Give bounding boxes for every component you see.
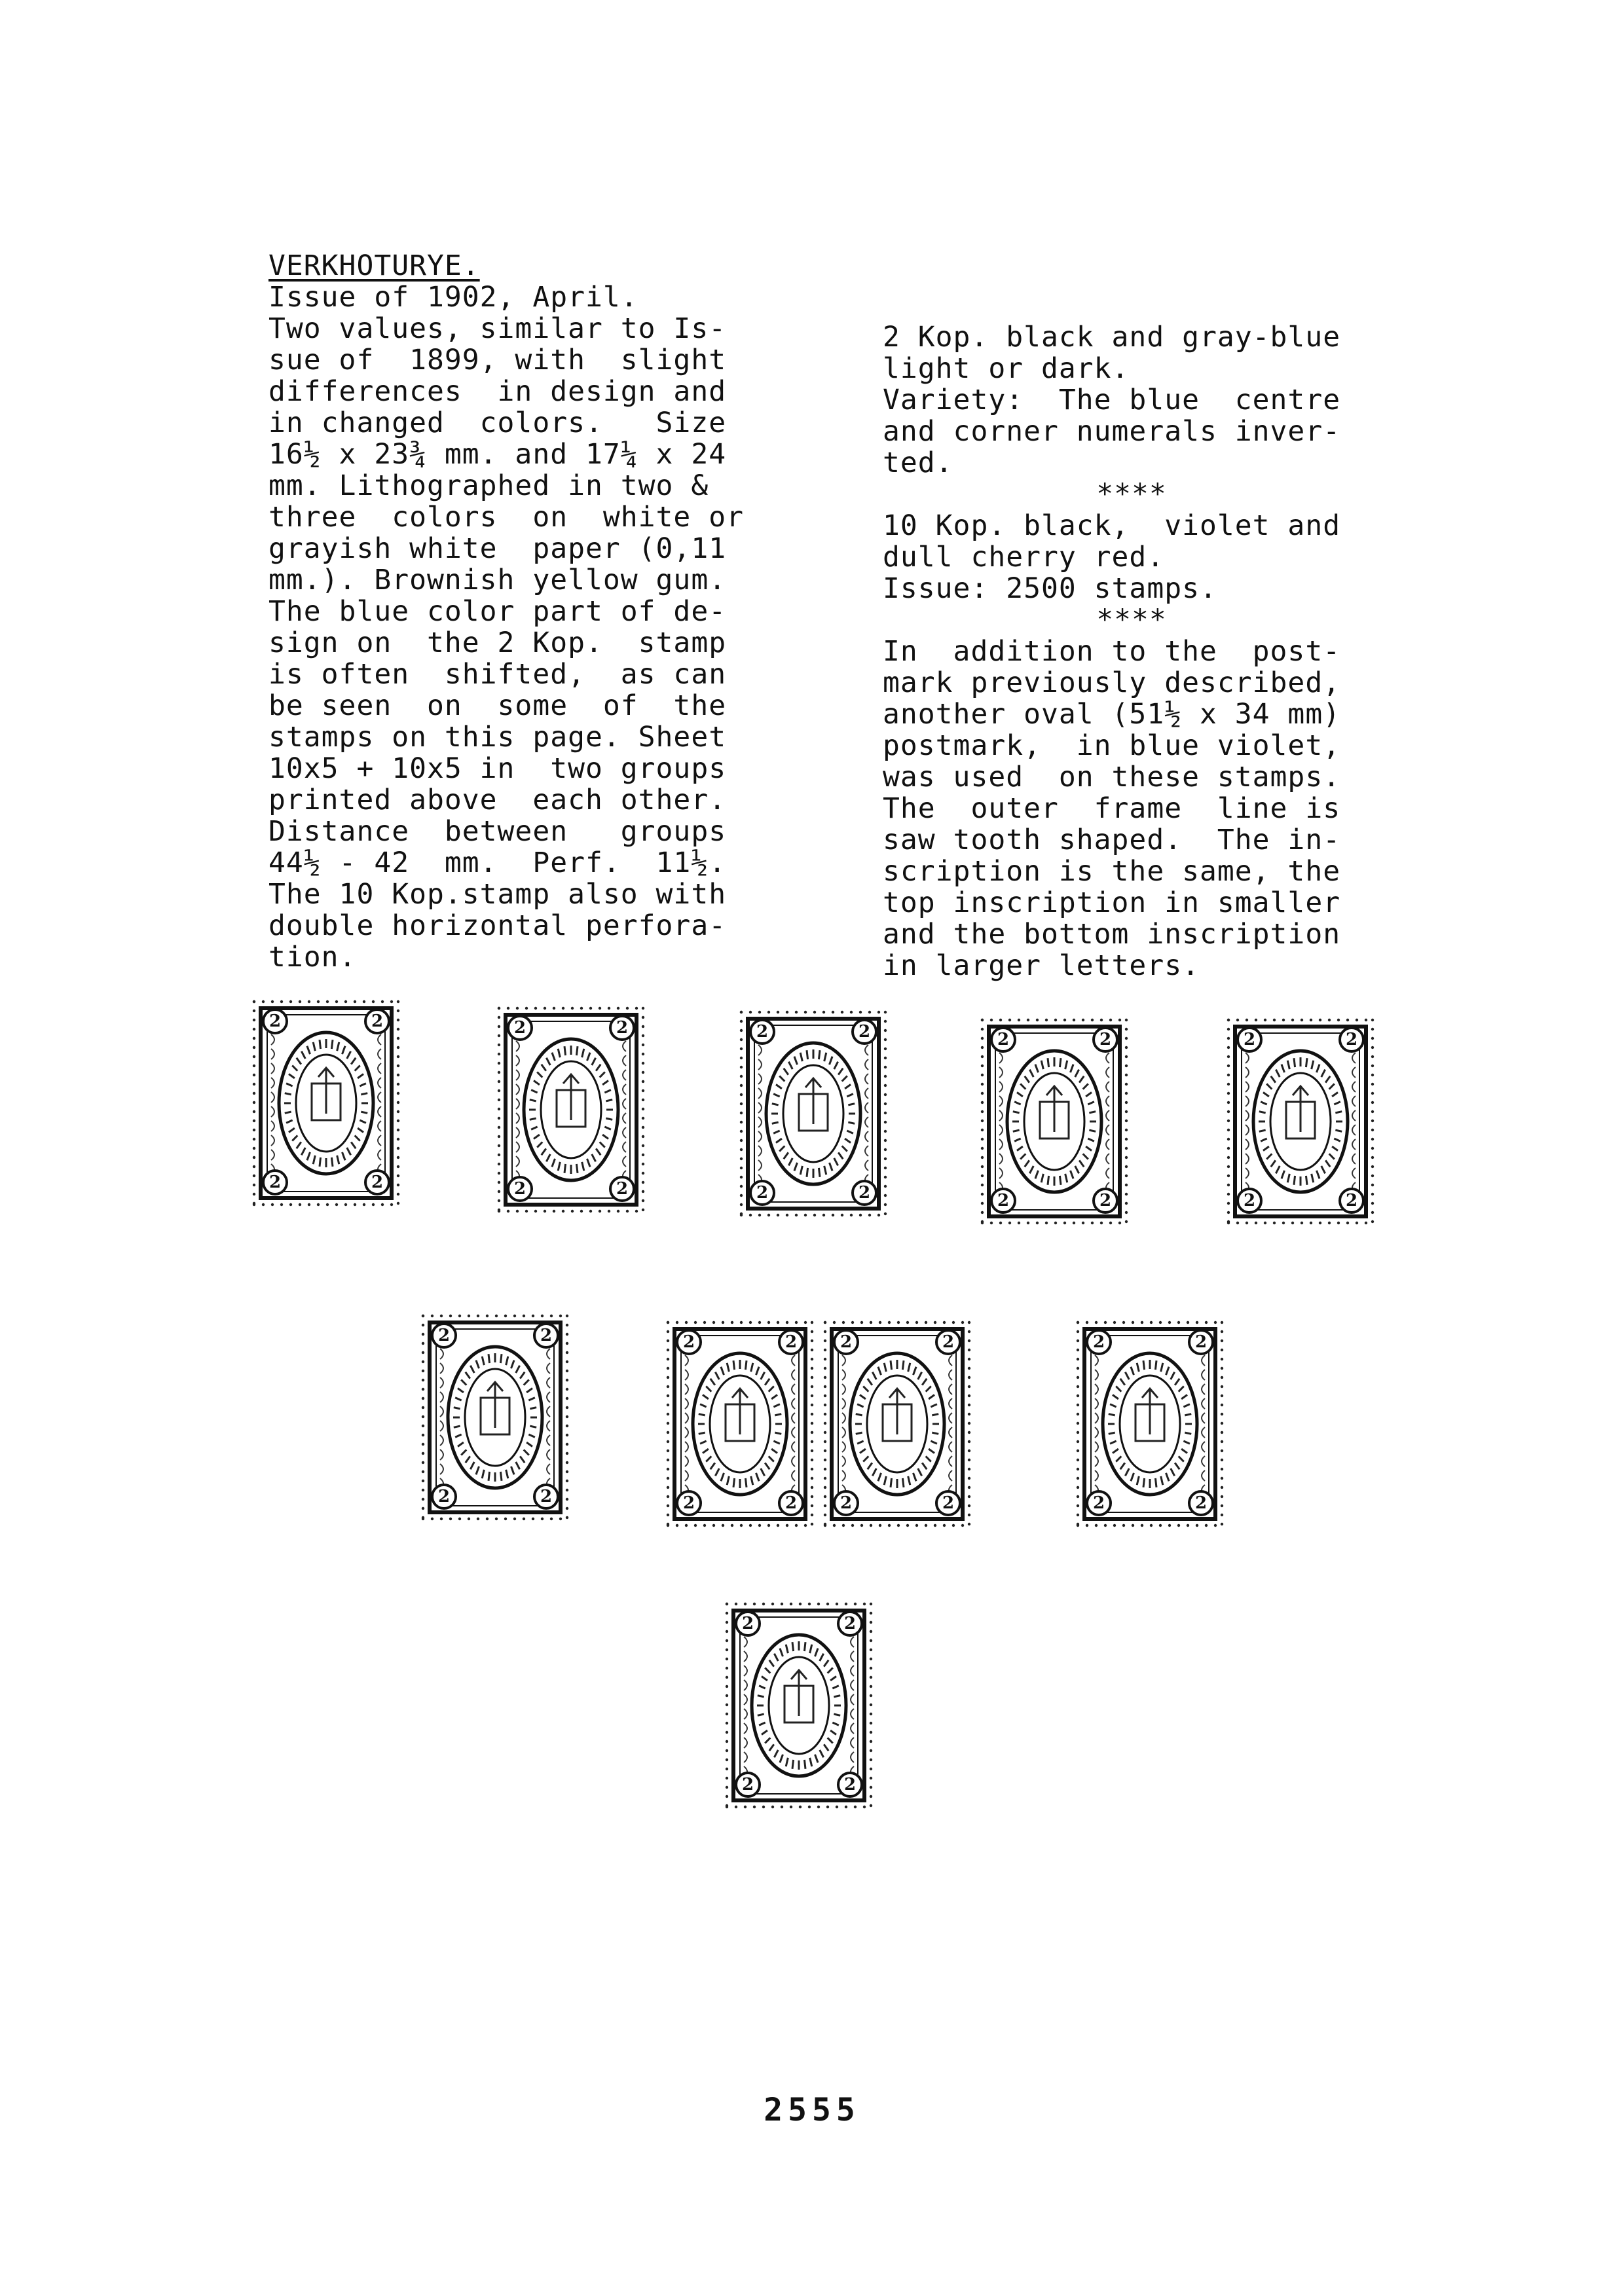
stamp-corner-value: 2	[858, 1022, 871, 1042]
stamp-corner-value: 2	[513, 1018, 526, 1038]
text-line: scription is the same, the	[883, 855, 1341, 888]
stamp-corner-value: 2	[997, 1191, 1010, 1211]
text-line: in changed colors. Size	[268, 407, 727, 439]
stamp-corner-value: 2	[1099, 1030, 1112, 1049]
text-line: in larger letters.	[883, 949, 1200, 982]
stamp-corner-value: 2	[741, 1614, 754, 1633]
stamp-corner-value: 2	[756, 1022, 769, 1042]
stamp-drawing	[720, 1597, 877, 1813]
stamp-corner-value: 2	[840, 1332, 853, 1352]
stamp-corner-value: 2	[997, 1030, 1010, 1049]
text-line: mm.). Brownish yellow gum.	[268, 564, 727, 596]
page-number: 2555	[764, 2092, 860, 2128]
stamp-corner-value: 2	[437, 1326, 451, 1345]
text-line: another oval (51½ x 34 mm)	[883, 698, 1341, 731]
stamp-drawing	[819, 1316, 976, 1532]
stamp-drawing	[248, 995, 405, 1211]
stamp-corner-value: 2	[741, 1775, 754, 1795]
text-line: double horizontal perfora-	[268, 909, 727, 942]
text-line: saw tooth shaped. The in-	[883, 824, 1341, 856]
stamp-drawing	[1222, 1013, 1379, 1230]
text-line: is often shifted, as can	[268, 658, 727, 691]
stamp-drawing	[492, 1002, 650, 1218]
stamp-corner-value: 2	[540, 1326, 553, 1345]
stamp-corner-value: 2	[616, 1018, 629, 1038]
stamp-image	[819, 1316, 976, 1532]
stamp-corner-value: 2	[942, 1493, 955, 1513]
stamp-corner-value: 2	[1194, 1332, 1208, 1352]
text-line: ted.	[883, 446, 953, 479]
stamp-corner-value: 2	[1092, 1332, 1105, 1352]
stamp-image	[248, 995, 405, 1211]
text-line: 16½ x 23¾ mm. and 17¼ x 24	[268, 438, 727, 471]
right-text-column	[883, 321, 1380, 981]
text-line: and corner numerals inver-	[883, 415, 1341, 448]
stamp-corner-value: 2	[513, 1179, 526, 1199]
text-line: Issue of 1902, April.	[268, 281, 638, 314]
text-line: The outer frame line is	[883, 792, 1341, 825]
section-heading: VERKHOTURYE.	[268, 249, 480, 282]
stamp-corner-value: 2	[1092, 1493, 1105, 1513]
stamp-image	[492, 1002, 650, 1218]
stamp-image	[416, 1309, 574, 1525]
stamp-corner-value: 2	[437, 1487, 451, 1506]
separator: ****	[1096, 478, 1167, 511]
stamp-image	[1222, 1013, 1379, 1230]
stamp-corner-value: 2	[616, 1179, 629, 1199]
text-line: 10x5 + 10x5 in two groups	[268, 752, 727, 785]
stamp-corner-value: 2	[1345, 1191, 1358, 1211]
stamp-corner-value: 2	[784, 1332, 798, 1352]
text-line: mm. Lithographed in two &	[268, 469, 709, 502]
stamp-drawing	[661, 1316, 819, 1532]
stamp-corner-value: 2	[1194, 1493, 1208, 1513]
stamp-corner-value: 2	[784, 1493, 798, 1513]
text-line: three colors on white or	[268, 501, 744, 534]
stamp-drawing	[416, 1309, 574, 1525]
text-line: be seen on some of the	[268, 689, 727, 722]
text-line: top inscription in smaller	[883, 886, 1341, 919]
stamp-image	[1071, 1316, 1228, 1532]
stamp-image	[735, 1006, 892, 1222]
left-text-column	[268, 250, 766, 973]
text-line: was used on these stamps.	[883, 761, 1341, 793]
text-line: 2 Kop. black and gray-blue	[883, 321, 1341, 354]
text-line: The 10 Kop.stamp also with	[268, 878, 727, 911]
stamp-corner-value: 2	[1243, 1030, 1256, 1049]
stamp-corner-value: 2	[371, 1173, 384, 1192]
stamp-corner-value: 2	[843, 1775, 857, 1795]
stamp-image	[976, 1013, 1133, 1230]
text-line: stamps on this page. Sheet	[268, 721, 727, 754]
stamp-corner-value: 2	[942, 1332, 955, 1352]
text-line: sign on the 2 Kop. stamp	[268, 627, 727, 659]
stamp-drawing	[976, 1013, 1133, 1230]
stamp-corner-value: 2	[268, 1011, 282, 1031]
separator: ****	[1096, 604, 1167, 636]
stamp-corner-value: 2	[858, 1183, 871, 1203]
text-line: dull cherry red.	[883, 541, 1165, 574]
text-line: Variety: The blue centre	[883, 384, 1341, 416]
stamp-image	[720, 1597, 877, 1813]
stamp-corner-value: 2	[1099, 1191, 1112, 1211]
text-line: Two values, similar to Is-	[268, 312, 727, 345]
text-line: and the bottom inscription	[883, 918, 1341, 951]
stamp-corner-value: 2	[843, 1614, 857, 1633]
stamp-corner-value: 2	[1243, 1191, 1256, 1211]
text-line: tion.	[268, 941, 357, 974]
stamp-corner-value: 2	[540, 1487, 553, 1506]
text-line: postmark, in blue violet,	[883, 729, 1341, 762]
text-line: grayish white paper (0,11	[268, 532, 727, 565]
text-line: The blue color part of de-	[268, 595, 727, 628]
stamp-corner-value: 2	[268, 1173, 282, 1192]
text-line: Distance between groups	[268, 815, 727, 848]
stamp-corner-value: 2	[840, 1493, 853, 1513]
stamp-corner-value: 2	[682, 1493, 695, 1513]
text-line: 10 Kop. black, violet and	[883, 509, 1341, 542]
stamp-corner-value: 2	[1345, 1030, 1358, 1049]
text-line: differences in design and	[268, 375, 727, 408]
stamp-drawing	[1071, 1316, 1228, 1532]
text-line: Issue: 2500 stamps.	[883, 572, 1217, 605]
stamp-image	[661, 1316, 819, 1532]
text-line: light or dark.	[883, 352, 1130, 385]
text-line: In addition to the post-	[883, 635, 1341, 668]
text-line: printed above each other.	[268, 784, 727, 816]
text-line: mark previously described,	[883, 666, 1341, 699]
stamp-drawing	[735, 1006, 892, 1222]
text-line: sue of 1899, with slight	[268, 344, 727, 376]
text-line: 44½ - 42 mm. Perf. 11½.	[268, 847, 727, 879]
stamp-corner-value: 2	[756, 1183, 769, 1203]
stamp-corner-value: 2	[682, 1332, 695, 1352]
stamp-corner-value: 2	[371, 1011, 384, 1031]
